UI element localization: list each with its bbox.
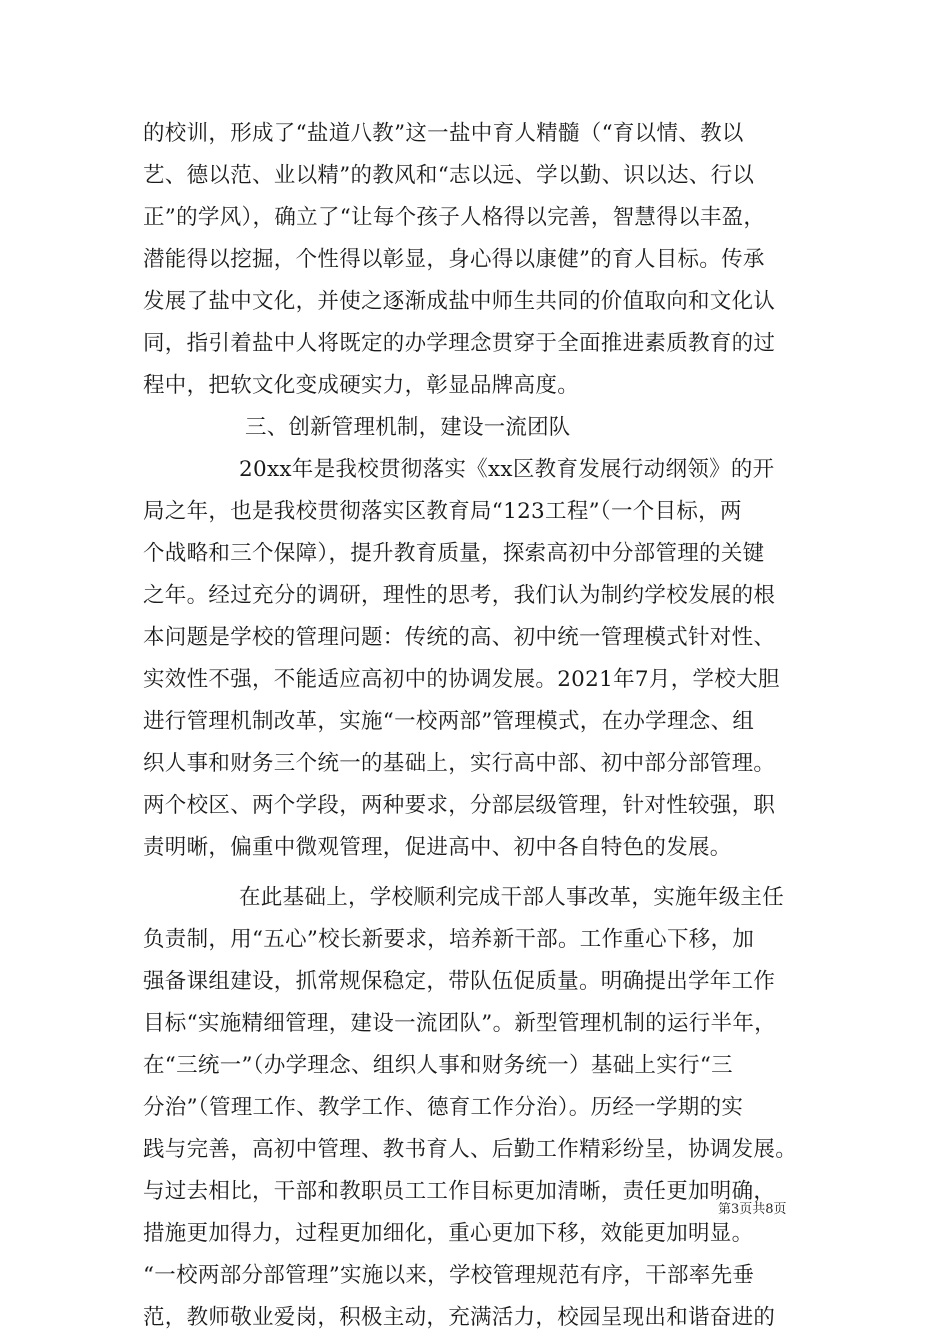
text-line: 实效性不强，不能适应高初中的协调发展。2021年7月，学校大胆 [143,667,780,692]
text-line: 个战略和三个保障），提升教育质量，探索高初中分部管理的关键 [143,541,765,566]
text-line: 的校训，形成了“盐道八教”这一盐中育人精髓（“育以情、教以 [143,121,744,146]
text-line: 目标“实施精细管理，建设一流团队”。新型管理机制的运行半年， [143,1011,776,1036]
paragraph-gap [143,869,843,877]
text-line: 分治”（管理工作、教学工作、德育工作分治）。历经一学期的实 [143,1095,744,1120]
text-line: 同，指引着盐中人将既定的办学理念贯穿于全面推进素质教育的过 [143,331,776,356]
text-line: 负责制，用“五心”校长新要求，培养新干部。工作重心下移，加 [143,927,755,952]
text-line: 潜能得以挖掘，个性得以彰显，身心得以康健”的育人目标。传承 [143,247,765,272]
text-line: 织人事和财务三个统一的基础上，实行高中部、初中部分部管理。 [143,751,776,776]
text-line: 艺、德以范、业以精”的教风和“志以远、学以勤、识以达、行以 [143,163,755,188]
text-line: 程中，把软文化变成硬实力，彰显品牌高度。 [143,373,580,398]
text-line: 与过去相比，干部和教职员工工作目标更加清晰，责任更加明确， [143,1179,776,1204]
text-line: 进行管理机制改革，实施“一校两部”管理模式，在办学理念、组 [143,709,755,734]
text-line: 责明晰，偏重中微观管理，促进高中、初中各自特色的发展。 [143,835,732,860]
text-line: 本问题是学校的管理问题：传统的高、初中统一管理模式针对性、 [143,625,776,650]
text-line: 在此基础上，学校顺利完成干部人事改革，实施年级主任 [239,885,785,910]
text-line: 践与完善，高初中管理、教书育人、后勤工作精彩纷呈，协调发展。 [143,1137,798,1162]
text-line: “一校两部分部管理”实施以来，学校管理规范有序，干部率先垂 [143,1263,755,1288]
page-number: 第3页共8页 [718,1202,787,1217]
text-line: 20xx年是我校贯彻落实《xx区教育发展行动纲领》的开 [239,457,775,482]
text-line: 正”的学风），确立了“让每个孩子人格得以完善，智慧得以丰盈， [143,205,766,230]
text-line: 发展了盐中文化，并使之逐渐成盐中师生共同的价值取向和文化认 [143,289,776,314]
section-heading: 三、创新管理机制，建设一流团队 [245,415,571,440]
text-line: 局之年，也是我校贯彻落实区教育局“123工程”（一个目标，两 [143,499,742,524]
document-body [143,113,843,1339]
text-line: 范，教师敬业爱岗，积极主动，充满活力，校园呈现出和谐奋进的 [143,1305,776,1330]
text-line: 两个校区、两个学段，两种要求，分部层级管理，针对性较强，职 [143,793,776,818]
text-line: 措施更加得力，过程更加细化，重心更加下移，效能更加明显。 [143,1221,754,1246]
text-line: 之年。经过充分的调研，理性的思考，我们认为制约学校发展的根 [143,583,776,608]
text-line: 强备课组建设，抓常规保稳定，带队伍促质量。明确提出学年工作 [143,969,776,994]
text-line: 在“三统一”（办学理念、组织人事和财务统一）基础上实行“三 [143,1053,733,1078]
